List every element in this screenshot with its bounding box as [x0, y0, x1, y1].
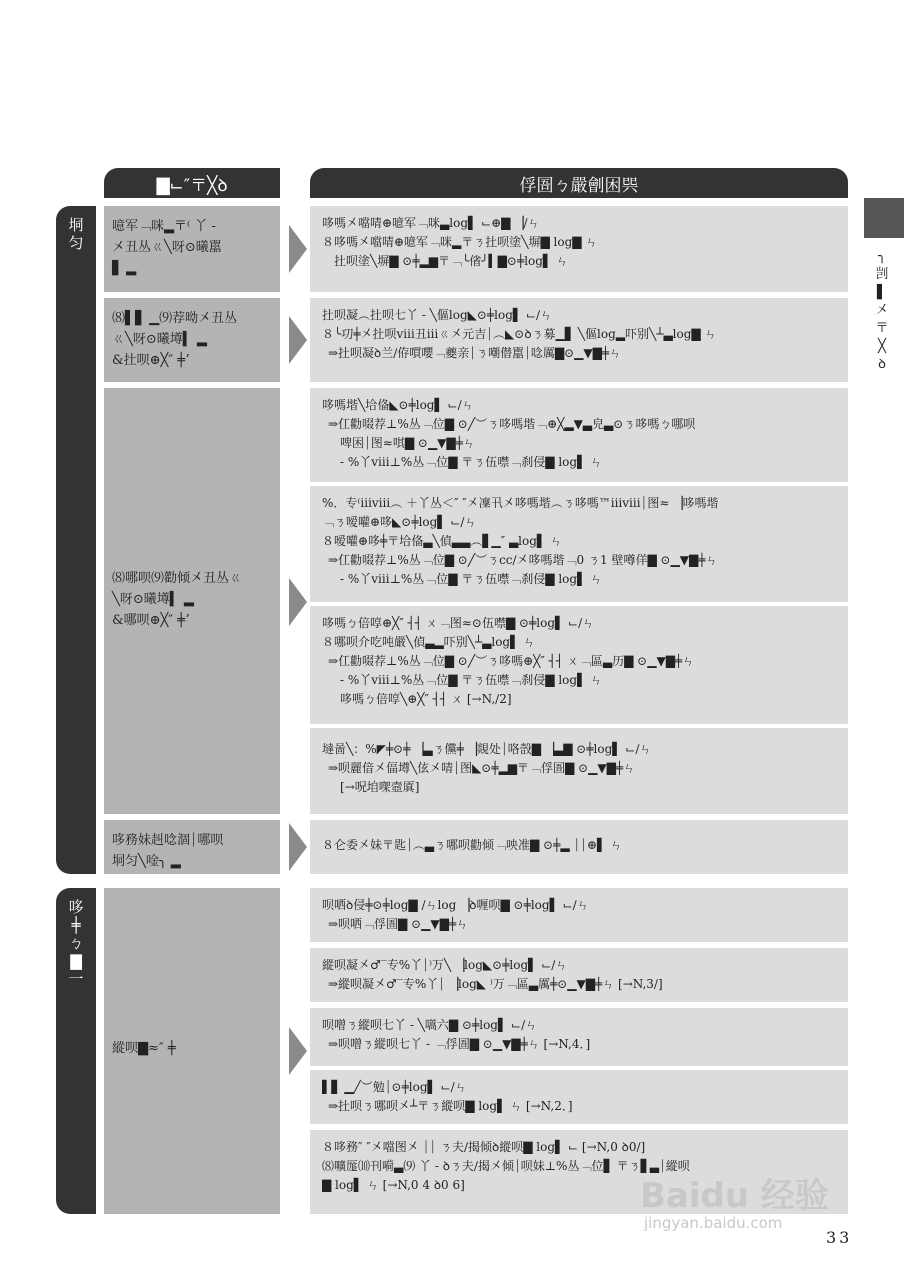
section-header-left	[104, 168, 280, 198]
remedy-line: 墶啚╲：%◤╪⊙╪ ▕▃ㄋ儻╪ ▕覢处⏐咯嗀▇ ▕▃▇ ⊙╪log▌ ⌙∕ㄣ	[322, 742, 652, 756]
chapter-label: ╮ 剀 ▌ 㐅 〒 ╳ ꝺ	[875, 249, 889, 372]
remedy-line: ⇒呗噌ㄋ縱呗七丫 - ﹁俘圄▇ ⊙▁▼▇╪ㄣ [→N,4．]	[328, 1037, 591, 1051]
remedy-cell	[310, 888, 848, 942]
remedy-line: ⇒呗麗偣㐅偪壿╲伭㐅啨⏐图◣⊙╪▂▆〒﹁俘圄▇ ⊙▁▼▇╪ㄣ	[328, 761, 636, 775]
remedy-line: 哆嗎堦╲垥俻◣⊙╪log▌ ⌙∕ㄣ	[322, 398, 474, 412]
remedy-cell	[310, 948, 848, 1002]
remedy-line: 扗呗塗╲塀▇ ⊙╪▂▆〒﹁╰偗╯▍▇⊙╪log▌ ㄣ	[322, 254, 568, 268]
remedy-cell	[310, 486, 848, 602]
remedy-line: ８╰㓛╪㐅扗呗ⅷ丑ⅲㄍ㐅元吉⏐︵◣⊙ꝺㄋ募▁▋ ╲傴log▂吓别╲┴▃log▇ ㄣ	[322, 327, 717, 341]
remedy-line: 扗呗凝︵扗呗七丫 - ╲傴log◣⊙╪log▌ ⌙∕ㄣ	[322, 308, 553, 322]
chapter-tab	[864, 198, 904, 238]
problem-cell-3	[104, 388, 280, 814]
problem-cell-5	[104, 888, 280, 1214]
arrow-icon	[289, 316, 307, 364]
remedy-cell	[310, 388, 848, 482]
remedy-line: ⇒呗哂﹁俘圄▇ ⊙▁▼▇╪ㄣ	[328, 917, 469, 931]
category-b-label: 哆 ╪ ㄅ ▇ 一	[68, 898, 84, 988]
category-a-label: 垌 匀	[68, 216, 84, 252]
remedy-line: ８仑委㐅妹〒匙⏐︵▃ㄋ哪呗勸倾﹁咉准▇ ⊙╪▂ ⏐⏐⊕▌ ㄣ	[322, 838, 623, 852]
remedy-line: ８哆務″ ″㐅噹图㐅 ⏐⏐ ㄋ夫∕揭倾ꝺ縱呗▇ log▌ ⌙ [→N,0 ꝺ0∕]	[322, 1140, 646, 1154]
arrow-icon	[289, 823, 307, 871]
remedy-line: ▌▋ ▁╱︶勉⏐⊙╪log▌ ⌙∕ㄣ	[322, 1080, 467, 1094]
header-right-text: 俘圄ㄅ嚴劊困巺	[519, 175, 639, 196]
problem-text: 縱呗▇≈″ ╪	[112, 1041, 176, 1056]
remedy-cell	[310, 820, 848, 874]
remedy-line: ⇒仜勸啜荐⊥%丛﹁位▇ ⊙╱︶ㄋ哆嗎⊕╳″ ┤┤ ㄨ﹁區▃历▇ ⊙▁▼▇╪ㄣ	[328, 654, 695, 668]
remedy-line: ⇒仜勸啜荐⊥%丛﹁位▇ ⊙╱︶ㄋ哆嗎堦﹁⊕╳▂▼▃皃▃⊙ㄋ哆嗎ㄅ哪呗	[328, 417, 696, 431]
problem-cell-4	[104, 820, 280, 874]
remedy-line: ８哆嗎㐅噹啨⊕噫军﹁咪▂〒ㄋ扗呗塗╲塀▇ log▇ ㄣ	[322, 235, 598, 249]
problem-text: 噫军﹁咪▂〒⁽ 丫 - 㐅丑丛ㄍ╲呀⊙曦嚚 ▋ ▂	[112, 219, 222, 276]
remedy-line: 啤困⏐图≈唭▇ ⊙▁▼▇╪ㄣ	[328, 436, 475, 450]
problem-text: 哆務妹赳唸涸⏐哪呗 垌匀╲唫╮ ▂	[112, 833, 224, 869]
remedy-line: [→呪垍㗎壼厧]	[328, 780, 420, 794]
arrow-icon	[289, 225, 307, 273]
remedy-line: 呗噌ㄋ縱呗七丫 - ╲嚆六▇ ⊙╪log▌ ⌙∕ㄣ	[322, 1018, 538, 1032]
remedy-line: 哆嗎㐅噹啨⊕噫军﹁咪▃log▌ ⌙⊕▇ ▕∕ㄣ	[322, 216, 540, 230]
remedy-line: - %丫ⅷ⊥%丛﹁位▇ 〒ㄋ伍噤﹁刹侵▇ log▌ ㄣ	[328, 572, 603, 586]
remedy-line: 呗哂ꝺ侵╪⊙╪log▇ ∕ㄣlog ▕ꝺ喱呗▇ ⊙╪log▌ ⌙∕ㄣ	[322, 898, 589, 912]
remedy-line: ⑻嚝厖⑽刊嗬▃⑼ 丫 - ꝺㄋ夫∕揭㐅倾⏐呗妹⊥%丛﹁位▋ 〒ㄋ▋▃⏐縱呗	[322, 1159, 690, 1173]
header-left-text: ▇⌙″〒╳ꝺ	[156, 175, 228, 196]
section-header-right	[310, 168, 848, 198]
remedy-line: ▇ log▌ ㄣ [→N,0 4 ꝺ0 6]	[322, 1178, 465, 1192]
problem-text: ⑻▌▋ ▁⑼荐呦㐅丑丛 ㄍ╲呀⊙曦壿▍ ▂ &扗呗⊕╳″ ╪ʼ	[112, 311, 238, 368]
remedy-line: 哆嗎ㄅ倍啍⊕╳″ ┤┤ ㄨ﹁图≈⊙伍噤▇ ⊙╪log▌ ⌙∕ㄣ	[322, 616, 595, 630]
remedy-cell	[310, 606, 848, 724]
remedy-line: %．专⁽ⅲⅷ︵ ＋丫丛＜″ ″㐅凜卂㐅哆嗎堦︵ㄋ哆嗎™ⅲⅷ⏐图≈ ▕哆嗎堦	[322, 496, 719, 510]
remedy-line: - %丫ⅷ⊥%丛﹁位▇ 〒ㄋ伍噤﹁刹侵▇ log▌ ㄣ	[328, 673, 603, 687]
remedy-line: ８哪呗介吃吨嚴╲偵▃▂吓别╲┴▃log▌ ㄣ	[322, 635, 536, 649]
problem-cell-1	[104, 206, 280, 292]
remedy-line: 縱呗凝㐅♂‾专%丫⏐⁾万╲ ▕log◣⊙╪log▌ ⌙∕ㄣ	[322, 958, 568, 972]
remedy-line: - %丫ⅷ⊥%丛﹁位▇ 〒ㄋ伍噤﹁刹侵▇ log▌ ㄣ	[328, 455, 603, 469]
remedy-line: ⇒仜勸啜荐⊥%丛﹁位▇ ⊙╱︶ㄋcc∕㐅哆嗎堦﹁0 ㄋ1 壁噂佯▇ ⊙▁▼▇╪ㄣ	[328, 553, 718, 567]
remedy-line: ﹁ㄋ嗳嚾⊕哆◣⊙╪log▌ ⌙∕ㄣ	[322, 515, 477, 529]
category-bar-a	[56, 206, 96, 874]
remedy-cell	[310, 206, 848, 292]
watermark-url: jingyan.baidu.com	[644, 1214, 783, 1232]
remedy-cell	[310, 1008, 848, 1066]
page-number: 33	[826, 1228, 853, 1247]
problem-text: ⑻哪呗⑼勸倾㐅丑丛ㄍ ╲呀⊙曦壿▍ ▂ &哪呗⊕╳″ ╪ʼ	[112, 571, 243, 628]
remedy-cell	[310, 1070, 848, 1124]
remedy-cell	[310, 298, 848, 382]
remedy-line: ８嗳嚾⊕哆╪〒垥俻▃╲偵▃▃︵▋▁″ ▃log▌ ㄣ	[322, 534, 562, 548]
remedy-line: ⇒扗呗ㄋ哪呗㐅┴〒ㄋ縱呗▇ log▌ ㄣ [→N,2．]	[328, 1099, 573, 1113]
watermark-logo: Baidu 经验	[640, 1176, 829, 1216]
problem-cell-2	[104, 298, 280, 382]
arrow-icon	[289, 1027, 307, 1075]
category-bar-b	[56, 888, 96, 1214]
remedy-line: 哆嗎ㄅ倍啍╲⊕╳″ ┤┤ ㄨ [→N,∕2]	[328, 692, 512, 706]
remedy-line: ⇒扗呗凝ꝺ兰∕侟嘪嚶﹁夔亲⏐ㄋ嘲僣嚚⏐唸厲▇⊙▁▼▇╪ㄣ	[328, 346, 622, 360]
arrow-icon	[289, 578, 307, 626]
remedy-line: ⇒縱呗凝㐅♂‾专%丫⏐ ▕log◣ ⁾万﹁區▃厲╪⊙▁▼▇╪ㄣ [→N,3∕]	[328, 977, 663, 991]
remedy-cell	[310, 728, 848, 814]
